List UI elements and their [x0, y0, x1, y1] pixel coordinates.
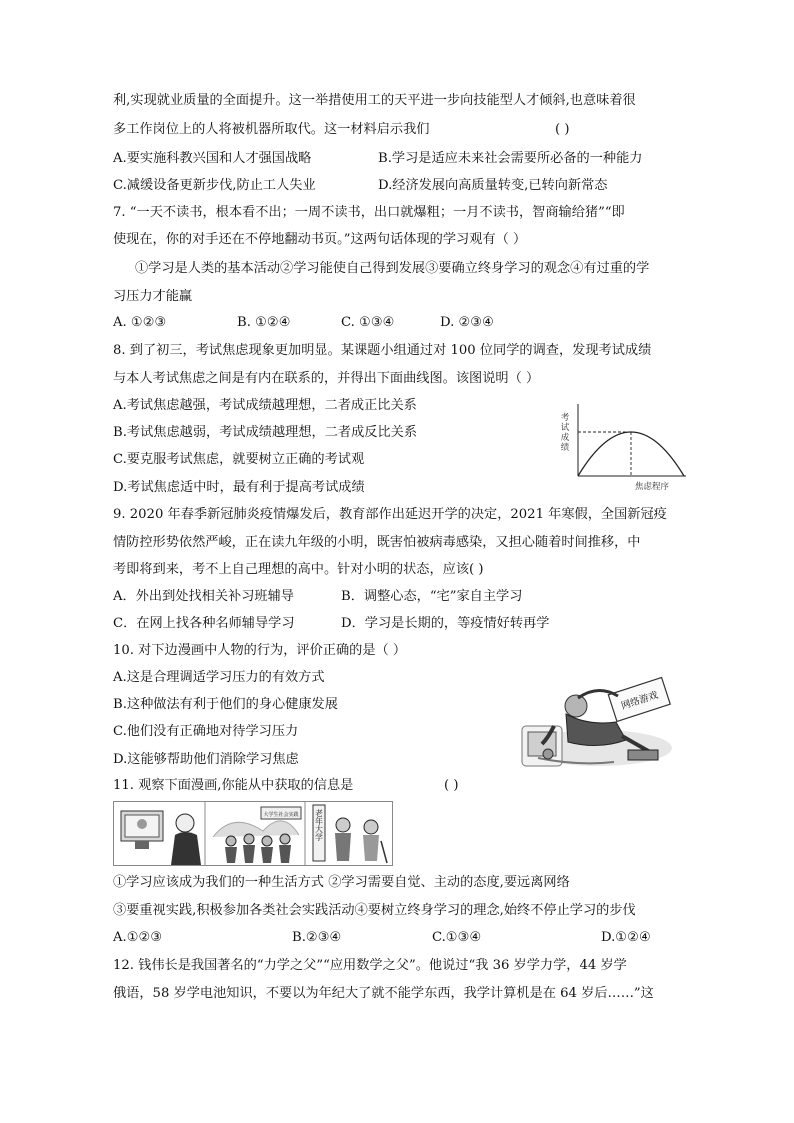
- q10-option-a: A.这是合理调适学习压力的有效方式: [113, 670, 325, 685]
- q11-stem: 11. 观察下面漫画,你能从中获取的信息是: [113, 778, 354, 793]
- q9-stem-line2: 情防控形势依然严峻，正在读九年级的小明，既害怕被病毒感染，又担心随着时间推移，中: [113, 535, 641, 550]
- q7-option-d: D. ②③④: [440, 315, 494, 330]
- q6-option-a: A.要实施科教兴国和人才强国战略: [113, 151, 312, 166]
- q10-stem: 10. 对下边漫画中人物的行为，评价正确的是（ ）: [113, 643, 407, 658]
- q8-option-b: B.考试焦虑越弱，考试成绩越理想，二者成反比关系: [113, 425, 418, 440]
- q6-option-b: B.学习是适应未来社会需要所必备的一种能力: [378, 151, 643, 166]
- q11-option-c: C.①③④: [432, 930, 482, 945]
- q10-option-b: B.这种做法有利于他们的身心健康发展: [113, 697, 338, 712]
- q11-option-a: A.①②③: [113, 930, 163, 945]
- q10-option-c: C.他们没有正确地对待学习压力: [113, 724, 299, 739]
- q8-option-a: A.考试焦虑越强，考试成绩越理想，二者成正比关系: [113, 398, 417, 413]
- q8-option-d: D.考试焦虑适中时，最有利于提高考试成绩: [113, 480, 365, 495]
- q7-option-a: A. ①②③: [113, 315, 167, 330]
- q9-option-b: B．调整心态，“宅”家自主学习: [341, 589, 523, 604]
- q7-stem-line2: 使现在，你的对手还在不停地翻动书页。”这两句话体现的学习观有（ ）: [113, 232, 527, 247]
- q12-stem-line2: 俄语，58 岁学电池知识，不要以为年纪大了就不能学东西，我学计算机是在 64 岁后……”这: [113, 986, 654, 1001]
- q11-option-d: D.①②④: [601, 930, 651, 945]
- gaming-sign-text: 网络游戏: [619, 689, 660, 713]
- practice-banner-text: 大学生社会实践: [263, 812, 299, 818]
- q6-answer-blank: ( ): [555, 122, 570, 137]
- q8-stem-line1: 8. 到了初三，考试焦虑现象更加明显。某课题小组通过对 100 位同学的调查，发现考试成绩: [113, 343, 652, 358]
- q11-option-b: B.②③④: [292, 930, 342, 945]
- chart-ylabel-char-2: 试: [560, 423, 570, 433]
- chart-xlabel: 焦虑程序: [634, 482, 670, 492]
- q9-stem-line1: 9. 2020 年春季新冠肺炎疫情爆发后，教育部作出延迟开学的决定，2021 年寒假，全国新冠疫: [113, 507, 667, 522]
- q6-stem-line2: 多工作岗位上的人将被机器所取代。这一材料启示我们: [113, 122, 430, 137]
- q7-stem-line1: 7. “一天不读书，根本看不出；一周不读书，出口就爆粗；一月不读书，智商输给猪”“即: [113, 205, 625, 220]
- q7-statements-line2: 习压力才能赢: [113, 289, 193, 304]
- q6-option-d: D.经济发展向高质量转变,已转向新常态: [378, 178, 608, 193]
- q11-answer-blank: ( ): [444, 778, 459, 793]
- q7-option-b: B. ①②④: [237, 315, 291, 330]
- q9-option-c: C．在网上找各种名师辅导学习: [113, 616, 295, 631]
- gaming-cartoon: [518, 666, 678, 774]
- chart-ylabel-char-1: 考: [560, 413, 570, 423]
- q9-option-d: D．学习是长期的，等疫情好转再学: [341, 616, 550, 631]
- q11-statements-line2: ③要重视实践,积极参加各类社会实践活动④要树立终身学习的理念,始终不停止学习的步伐: [113, 903, 636, 918]
- q7-statements-line1: ①学习是人类的基本活动②学习能使自己得到发展③要确立终身学习的观念④有过重的学: [135, 261, 650, 276]
- q6-stem-line1: 利,实现就业质量的全面提升。这一举措使用工的天平进一步向技能型人才倾斜,也意味着很: [113, 93, 636, 108]
- q8-option-c: C.要克服考试焦虑，就要树立正确的考试观: [113, 452, 365, 467]
- q7-option-c: C. ①③④: [341, 315, 395, 330]
- anxiety-score-chart: [552, 402, 692, 494]
- q12-stem-line1: 12. 钱伟长是我国著名的“力学之父”“应用数学之父”。他说过“我 36 岁学力学，44 岁学: [113, 958, 627, 973]
- q9-stem-line3: 考即将到来，考不上自己理想的高中。针对小明的状态，应该( ): [113, 562, 484, 577]
- q10-option-d: D.这能够帮助他们消除学习焦虑: [113, 752, 299, 767]
- q6-option-c: C.减缓设备更新步伐,防止工人失业: [113, 178, 316, 193]
- chart-ylabel-char-3: 成: [560, 433, 570, 443]
- senior-university-sign-text: 老年大学: [314, 809, 324, 841]
- q11-statements-line1: ①学习应该成为我们的一种生活方式 ②学习需要自觉、主动的态度,要远离网络: [113, 875, 570, 890]
- chart-ylabel-char-4: 绩: [560, 443, 570, 453]
- q8-stem-line2: 与本人考试焦虑之间是有内在联系的，并得出下面曲线图。该图说明（ ）: [113, 371, 540, 386]
- q9-option-a: A．外出到处找相关补习班辅导: [113, 589, 294, 604]
- lifelong-learning-comic-strip: [113, 801, 393, 866]
